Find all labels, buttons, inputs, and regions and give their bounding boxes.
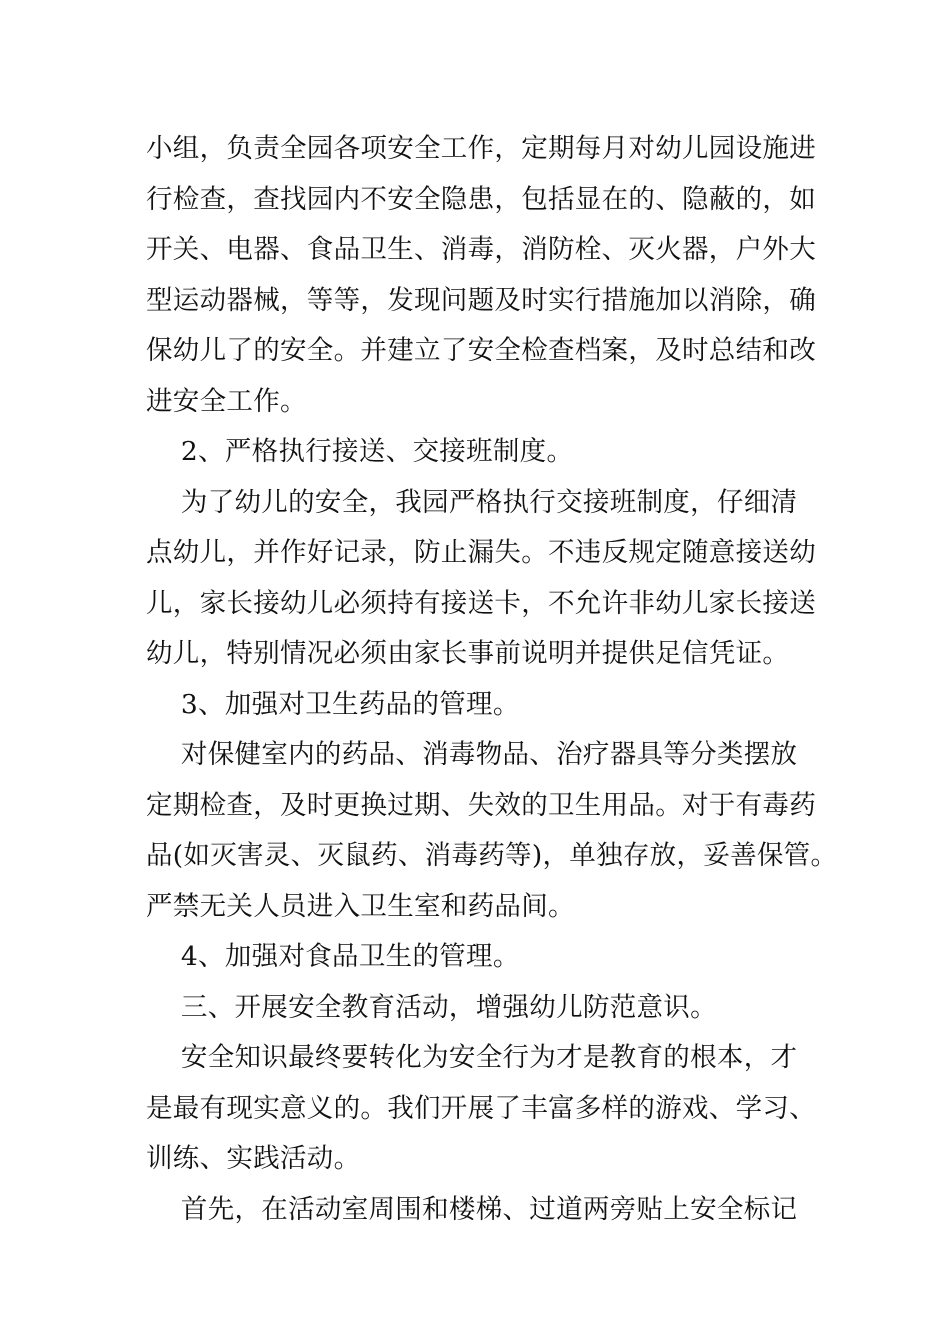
section-heading: 3、加强对卫生药品的管理。	[146, 688, 520, 720]
text-line: 小组，负责全园各项安全工作，定期每月对幼儿园设施进	[146, 133, 816, 164]
document-body	[146, 124, 838, 1235]
text-line: 对保健室内的药品、消毒物品、治疗器具等分类摆放	[146, 739, 798, 770]
text-line: 训练、实践活动。	[146, 1143, 361, 1174]
text-line: 点幼儿，并作好记录，防止漏失。不违反规定随意接送幼	[146, 537, 816, 568]
text-line: 定期检查，及时更换过期、失效的卫生用品。对于有毒药	[146, 789, 816, 821]
text-line: 保幼儿了的安全。并建立了安全检查档案，及时总结和改	[146, 335, 816, 366]
text-line: 幼儿，特别情况必须由家长事前说明并提供足信凭证。	[146, 638, 790, 669]
text-line: 为了幼儿的安全，我园严格执行交接班制度，仔细清	[146, 486, 798, 518]
section-heading: 三、开展安全教育活动，增强幼儿防范意识。	[146, 991, 717, 1023]
section-heading: 4、加强对食品卫生的管理。	[146, 941, 520, 972]
text-line: 是最有现实意义的。我们开展了丰富多样的游戏、学习、	[146, 1092, 816, 1124]
text-line: 安全知识最终要转化为安全行为才是教育的根本，才	[146, 1042, 798, 1073]
text-line: 行检查，查找园内不安全隐患，包括显在的、隐蔽的，如	[146, 183, 816, 215]
text-line: 首先，在活动室周围和楼梯、过道两旁贴上安全标记	[146, 1193, 798, 1225]
text-line: 型运动器械，等等，发现问题及时实行措施加以消除，确	[146, 284, 816, 316]
text-line: 严禁无关人员进入卫生室和药品间。	[146, 890, 575, 922]
text-line: 进安全工作。	[146, 385, 307, 417]
section-heading: 2、严格执行接送、交接班制度。	[146, 436, 574, 467]
text-line: 品(如灭害灵、灭鼠药、消毒药等)，单独存放，妥善保管。	[146, 840, 838, 871]
text-line: 儿，家长接幼儿必须持有接送卡，不允许非幼儿家长接送	[146, 587, 816, 619]
text-line: 开关、电器、食品卫生、消毒，消防栓、灭火器，户外大	[146, 234, 816, 265]
